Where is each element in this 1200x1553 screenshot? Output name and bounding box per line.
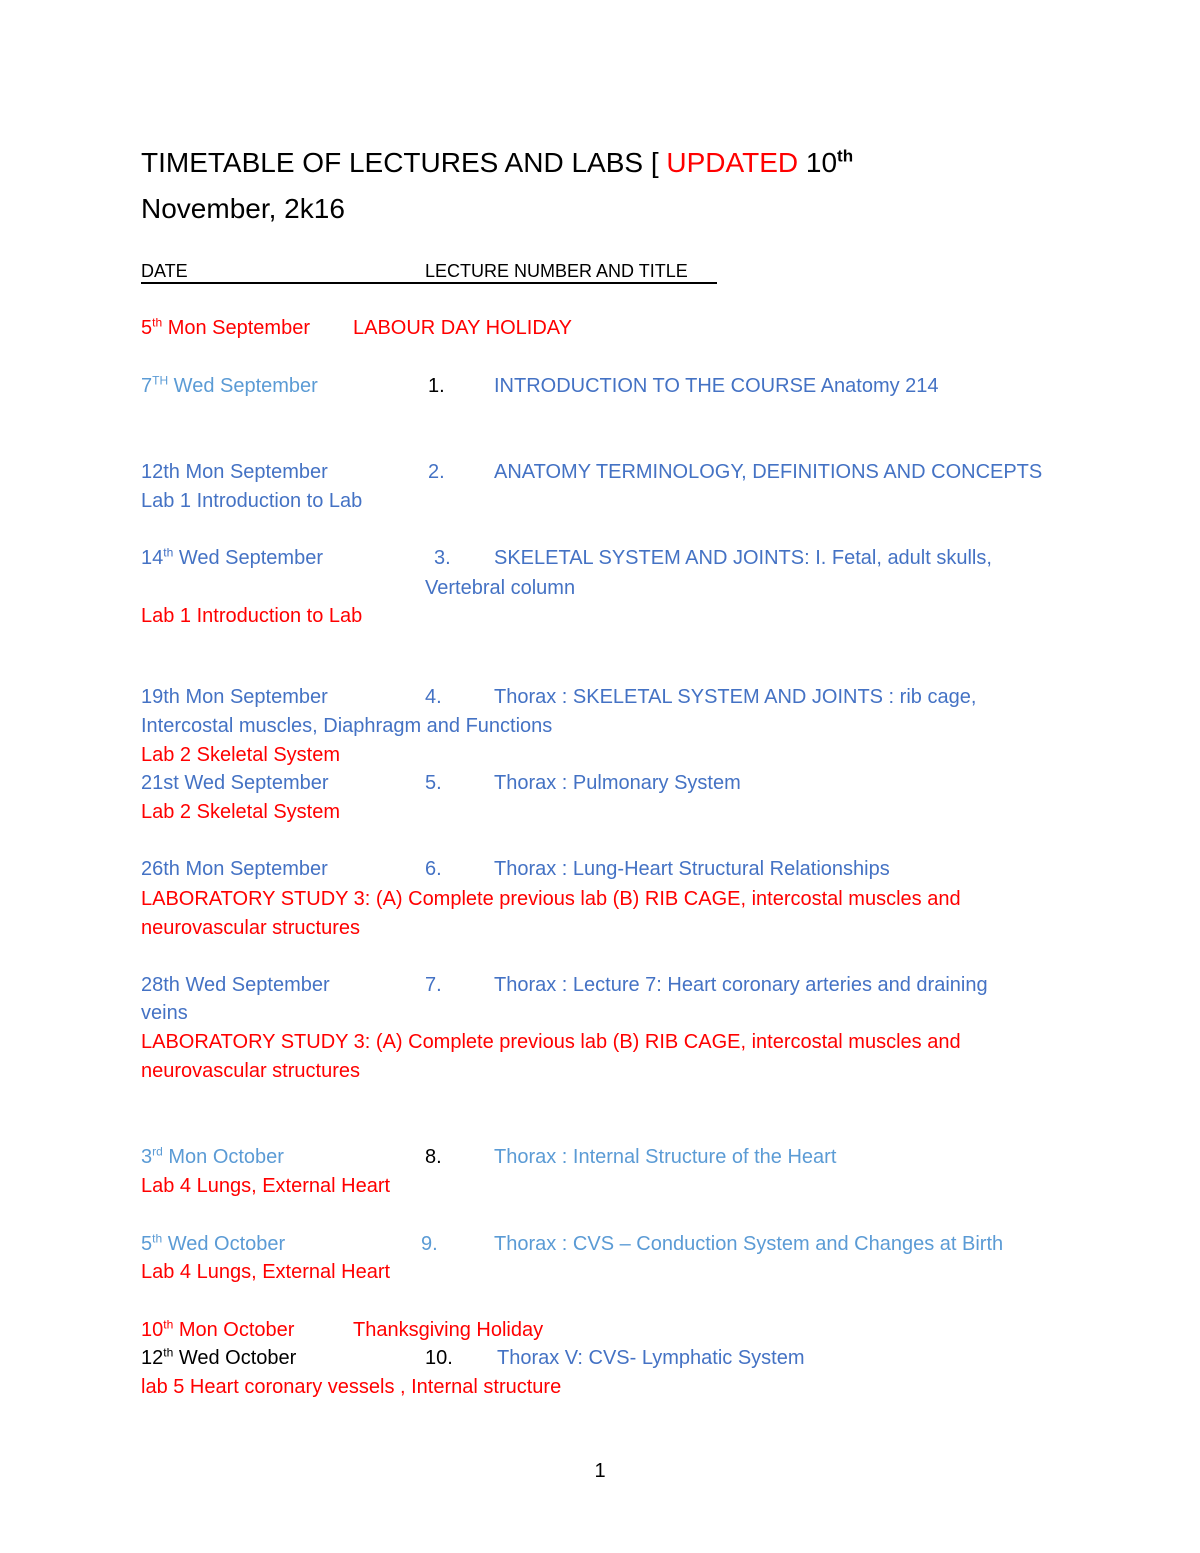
date-day: 14: [141, 547, 164, 569]
row-date: 19th Mon September: [141, 686, 328, 708]
date-suffix: th: [152, 1231, 163, 1246]
lab-text-cont: neurovascular structures: [141, 1060, 360, 1082]
lecture-number: 7.: [425, 974, 442, 996]
row-date: 28th Wed September: [141, 974, 330, 996]
date-suffix: rd: [152, 1144, 163, 1159]
date-day: 10: [141, 1319, 164, 1341]
lab-text: Lab 2 Skeletal System: [141, 801, 340, 823]
lecture-title: INTRODUCTION TO THE COURSE Anatomy 214: [494, 375, 939, 397]
lab-text-cont: neurovascular structures: [141, 917, 360, 939]
lecture-number: 2.: [428, 461, 445, 483]
title-text: TIMETABLE OF LECTURES AND LABS [: [141, 147, 667, 178]
date-suffix: th: [163, 1345, 174, 1360]
row-date: [141, 1232, 285, 1256]
lecture-title-cont: veins: [141, 1002, 188, 1024]
holiday-text: Thanksgiving Holiday: [353, 1319, 544, 1341]
lab-text: Lab 2 Skeletal System: [141, 744, 340, 766]
lecture-number: 6.: [425, 858, 442, 880]
lecture-title: Thorax : SKELETAL SYSTEM AND JOINTS : rib cage,: [494, 686, 977, 708]
row-date: [141, 1318, 294, 1342]
row-date: [141, 1346, 296, 1370]
row-date: [141, 1145, 284, 1169]
lecture-number: 4.: [425, 686, 442, 708]
date-rest: Wed September: [168, 375, 318, 397]
date-rest: Wed September: [173, 547, 323, 569]
date-rest: Mon September: [162, 317, 310, 339]
lecture-number: 3.: [434, 547, 451, 569]
row-date: 21st Wed September: [141, 772, 329, 794]
lecture-title: Thorax : Lung-Heart Structural Relationships: [494, 858, 890, 880]
lab-text: Lab 1 Introduction to Lab: [141, 490, 363, 512]
date-rest: Wed October: [173, 1347, 297, 1369]
date-rest: Mon October: [162, 1146, 284, 1168]
row-date: [141, 374, 318, 398]
header-lecture: LECTURE NUMBER AND TITLE: [425, 261, 688, 281]
header-date: DATE: [141, 261, 188, 281]
date-suffix: th: [152, 315, 163, 330]
date-day: 3: [141, 1146, 153, 1168]
page-title-line2: November, 2k16: [141, 193, 345, 224]
date-day: 12: [141, 1347, 164, 1369]
title-date: 10: [798, 147, 838, 178]
lecture-title-cont: Intercostal muscles, Diaphragm and Functions: [141, 715, 553, 737]
lecture-title: Thorax : Pulmonary System: [494, 772, 741, 794]
lecture-title: Thorax V: CVS- Lymphatic System: [497, 1347, 805, 1369]
updated-label: UPDATED: [666, 147, 799, 178]
lab-text: lab 5 Heart coronary vessels , Internal structure: [141, 1376, 562, 1398]
holiday-text: LABOUR DAY HOLIDAY: [353, 317, 572, 339]
date-rest: Mon October: [173, 1319, 295, 1341]
row-date: [141, 546, 323, 570]
lecture-title: SKELETAL SYSTEM AND JOINTS: I. Fetal, adult skulls,: [494, 547, 992, 569]
title-date-suffix: th: [837, 146, 854, 166]
lecture-number: 10.: [425, 1347, 453, 1369]
date-day: 7: [141, 375, 153, 397]
date-day: 5: [141, 317, 153, 339]
lecture-title: ANATOMY TERMINOLOGY, DEFINITIONS AND CONCEPTS: [494, 461, 1043, 483]
lab-text: LABORATORY STUDY 3: (A) Complete previous lab (B) RIB CAGE, intercostal muscles and: [141, 1031, 961, 1053]
row-date: 26th Mon September: [141, 858, 328, 880]
lab-text: LABORATORY STUDY 3: (A) Complete previous lab (B) RIB CAGE, intercostal muscles and: [141, 888, 961, 910]
lab-text: Lab 4 Lungs, External Heart: [141, 1261, 391, 1283]
lecture-title: Thorax : Lecture 7: Heart coronary arteries and draining: [494, 974, 988, 996]
date-day: 5: [141, 1233, 153, 1255]
lecture-number: 8.: [425, 1146, 442, 1168]
lecture-number: 1.: [428, 375, 445, 397]
date-rest: Wed October: [162, 1233, 286, 1255]
page-number: 1: [594, 1460, 606, 1482]
lecture-number: 9.: [421, 1233, 438, 1255]
lab-text: Lab 1 Introduction to Lab: [141, 605, 363, 627]
row-date: 12th Mon September: [141, 461, 328, 483]
lecture-title-cont: Vertebral column: [425, 577, 576, 599]
date-suffix: th: [163, 545, 174, 560]
lecture-title: Thorax : Internal Structure of the Heart: [494, 1146, 837, 1168]
row-date: [141, 316, 310, 340]
lecture-number: 5.: [425, 772, 442, 794]
page-title: [141, 146, 853, 180]
date-suffix: th: [163, 1317, 174, 1332]
lecture-title: Thorax : CVS – Conduction System and Changes at Birth: [494, 1233, 1004, 1255]
date-suffix: TH: [152, 373, 169, 388]
header-underline: [141, 282, 717, 284]
lab-text: Lab 4 Lungs, External Heart: [141, 1175, 391, 1197]
